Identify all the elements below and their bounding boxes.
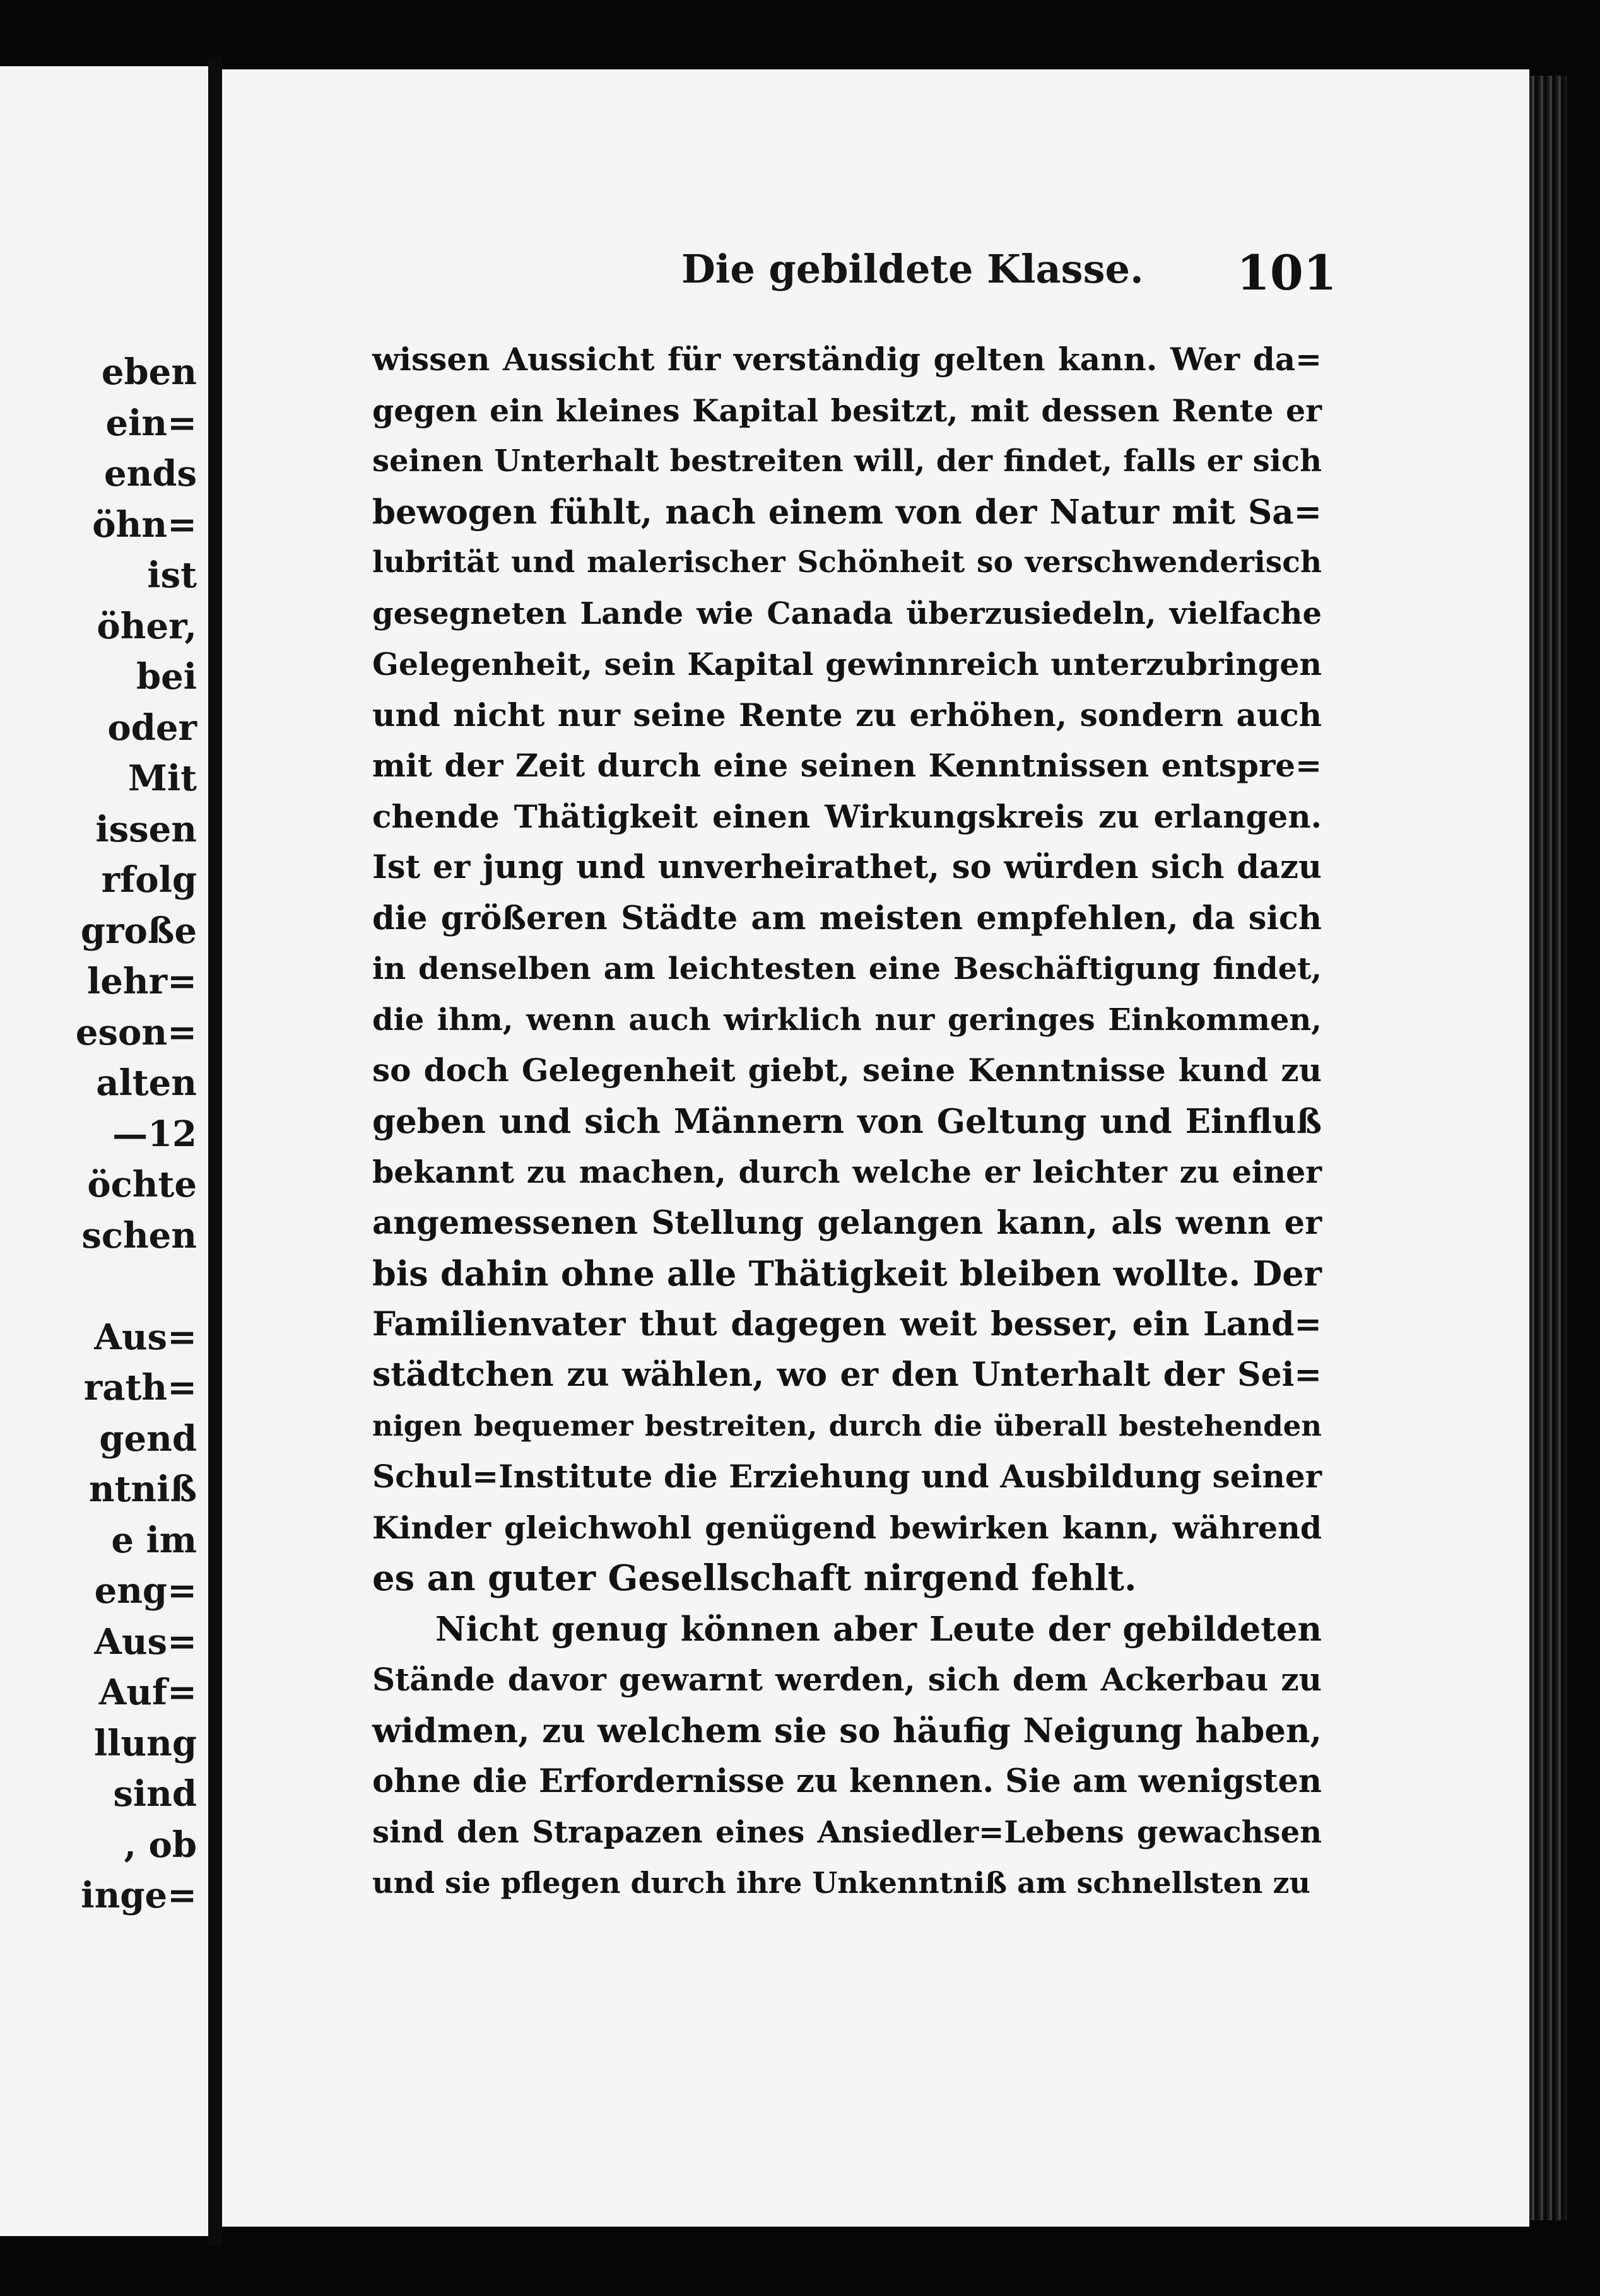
text-line: wissen Aussicht für verständig gelten kann. Wer da=	[372, 341, 1322, 378]
previous-page-line: öhn=	[92, 503, 197, 546]
text-line: so doch Gelegenheit giebt, seine Kenntnisse kund zu	[372, 1051, 1322, 1089]
previous-page-line: sind	[113, 1773, 197, 1815]
previous-page-line: ein=	[105, 402, 197, 444]
page-number: 101	[1237, 245, 1337, 301]
text-line: und sie pflegen durch ihre Unkenntniß am schnellsten zu	[372, 1866, 1310, 1900]
previous-page-line: , ob	[124, 1824, 197, 1866]
previous-page-line: issen	[95, 808, 197, 850]
previous-page-line: öher,	[97, 605, 197, 647]
text-line: bekannt zu machen, durch welche er leichter zu einer	[372, 1154, 1322, 1190]
text-line: Ist er jung und unverheirathet, so würden sich dazu	[372, 848, 1322, 886]
text-line: chende Thätigkeit einen Wirkungskreis zu erlangen.	[372, 797, 1322, 835]
previous-page-line	[76, 1261, 197, 1312]
text-line: städtchen zu wählen, wo er den Unterhalt der Sei=	[372, 1356, 1322, 1394]
text-line: nigen bequemer bestreiten, durch die überall bestehenden	[372, 1409, 1322, 1443]
previous-page-line: oder	[107, 706, 197, 749]
text-line: und nicht nur seine Rente zu erhöhen, sondern auch	[372, 696, 1322, 734]
text-line: in denselben am leichtesten eine Beschäftigung findet,	[372, 951, 1322, 987]
previous-page-line: alten	[96, 1062, 197, 1104]
text-line: Gelegenheit, sein Kapital gewinnreich unterzubringen	[372, 646, 1322, 682]
text-line: gegen ein kleines Kapital besitzt, mit dessen Rente er	[372, 392, 1322, 429]
previous-page	[0, 66, 208, 2236]
text-line: ohne die Erfordernisse zu kennen. Sie am wenigsten	[372, 1762, 1322, 1800]
running-head: Die gebildete Klasse.	[681, 246, 1144, 292]
previous-page-line: ist	[147, 554, 197, 596]
text-line: es an guter Gesellschaft nirgend fehlt.	[372, 1557, 1137, 1599]
previous-page-line: Aus=	[94, 1316, 197, 1358]
text-line: mit der Zeit durch eine seinen Kenntnissen entspre=	[372, 747, 1322, 784]
previous-page-line: ntniß	[88, 1468, 197, 1510]
text-line: bewogen fühlt, nach einem von der Natur mit Sa=	[372, 492, 1322, 532]
previous-page-line: rfolg	[101, 859, 197, 901]
text-line: seinen Unterhalt bestreiten will, der findet, falls er sich	[372, 443, 1322, 479]
previous-page-line: Mit	[127, 758, 197, 799]
previous-page-line: schen	[81, 1214, 197, 1256]
text-line: die größeren Städte am meisten empfehlen, da sich	[372, 899, 1322, 937]
previous-page-line: eben	[101, 351, 197, 393]
text-line: angemessenen Stellung gelangen kann, als wenn er	[372, 1204, 1322, 1242]
previous-page-line: lehr=	[86, 961, 197, 1002]
text-line: bis dahin ohne alle Thätigkeit bleiben wollte. Der	[372, 1253, 1322, 1294]
previous-page-line: gend	[99, 1417, 197, 1460]
previous-page-line: —12	[112, 1113, 197, 1155]
previous-page-line: Auf=	[98, 1672, 197, 1713]
text-line: Nicht genug können aber Leute der gebildeten	[435, 1609, 1322, 1649]
previous-page-line: inge=	[81, 1875, 197, 1916]
text-line: widmen, zu welchem sie so häufig Neigung haben,	[372, 1711, 1322, 1750]
previous-page-text	[76, 347, 197, 1921]
previous-page-line: Aus=	[94, 1620, 197, 1663]
previous-page-line: große	[80, 910, 197, 952]
previous-page-line: eson=	[75, 1011, 197, 1053]
page-body-text	[372, 334, 1322, 1909]
previous-page-line: e im	[111, 1519, 197, 1561]
text-line: sind den Strapazen eines Ansiedler=Lebens gewachsen	[372, 1814, 1322, 1850]
text-line: geben und sich Männern von Geltung und Einfluß	[372, 1101, 1322, 1141]
text-line: gesegneten Lande wie Canada überzusiedeln, vielfache	[372, 595, 1322, 631]
text-line: Stände davor gewarnt werden, sich dem Ackerbau zu	[372, 1661, 1322, 1698]
text-line: Schul=Institute die Erziehung und Ausbildung seiner	[372, 1458, 1322, 1495]
previous-page-line: rath=	[83, 1367, 197, 1409]
text-line: die ihm, wenn auch wirklich nur geringes Einkommen,	[372, 1002, 1322, 1038]
text-line: lubrität und malerischer Schönheit so verschwenderisch	[372, 545, 1322, 580]
previous-page-line: ends	[103, 453, 197, 495]
text-line: Kinder gleichwohl genügend bewirken kann, während	[372, 1509, 1322, 1546]
book-gutter	[208, 57, 222, 2246]
previous-page-line: llung	[93, 1722, 197, 1764]
previous-page-line: eng=	[94, 1570, 197, 1612]
text-line: Familienvater thut dagegen weit besser, ein Land=	[372, 1304, 1322, 1344]
previous-page-line: öchte	[87, 1164, 197, 1205]
previous-page-line: bei	[136, 656, 197, 698]
page-edge	[1529, 76, 1567, 2220]
